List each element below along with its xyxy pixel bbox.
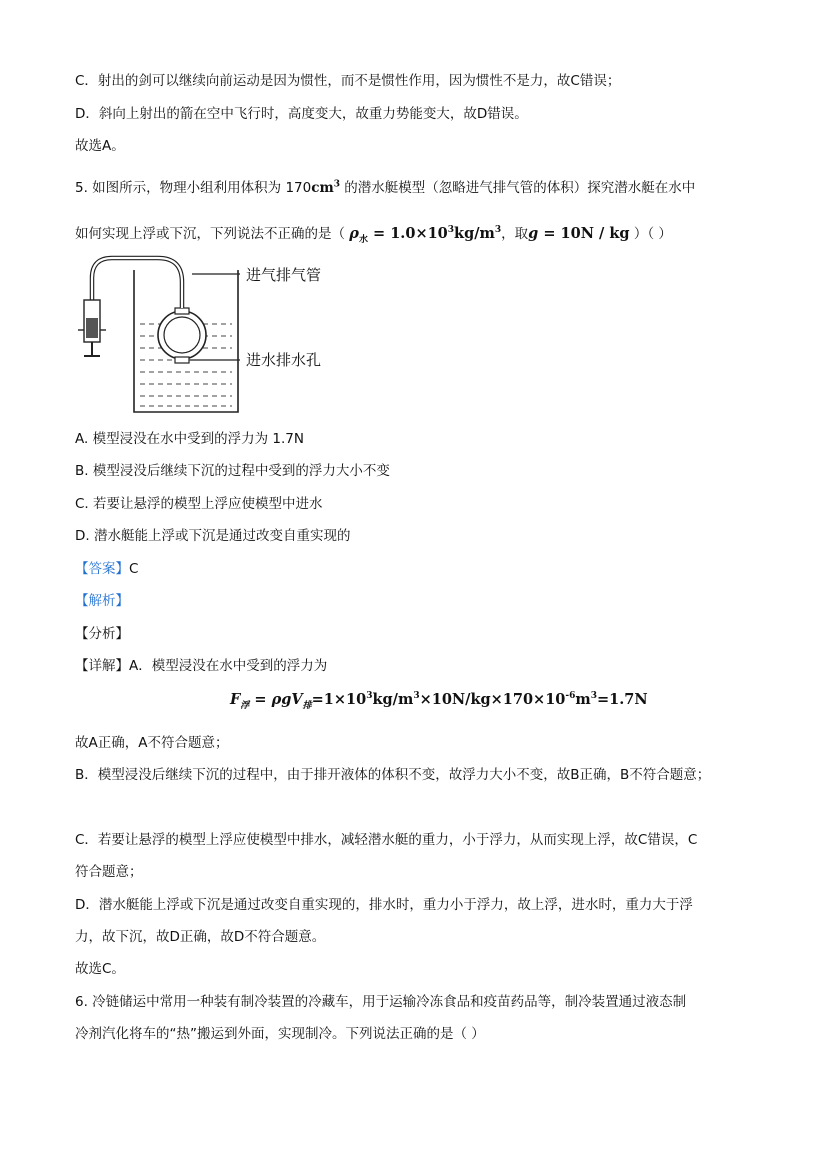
buoyancy-formula: $F_浮 = \rho gV_排=1\times 10^3kg/m^3\times 10N/kg\times 170\times 10^{-6}m^3=1.7N$ [230, 691, 648, 711]
explanation-b: B．模型浸没后继续下沉的过程中，由于排开液体的体积不变，故浮力大小不变，故B正确，B不符合题意； [75, 767, 711, 783]
explanation-d-1: D．潜水艇能上浮或下沉是通过改变自重实现的，排水时，重力小于浮力，故上浮，进水时，重力大于浮 [75, 897, 693, 913]
q5-mid: ，取 [501, 226, 529, 242]
q5-g-formula: g = 10N / kg [528, 225, 630, 242]
top-connector [175, 308, 189, 314]
label-pipe: 进气排气管 [246, 266, 322, 284]
tube-inner [92, 258, 182, 308]
syringe-plunger [86, 318, 98, 338]
select-c: 故选C。 [75, 961, 125, 977]
conclusion-a: 故A正确，A不符合题意； [75, 735, 229, 751]
option-d: D. 潜水艇能上浮或下沉是通过改变自重实现的 [75, 528, 351, 544]
fenxi-tag: 【分析】 [75, 626, 129, 642]
label-hole: 进水排水孔 [246, 351, 322, 369]
submarine-model-diagram [72, 252, 362, 420]
q5-text-a: 5. 如图所示，物理小组利用体积为 170 [75, 180, 312, 196]
q5-density-formula: $\rho_水 = 1.0\times 10^3kg/m^3$ [349, 225, 502, 245]
bottom-hole [175, 357, 189, 363]
analysis-tag: 【解析】 [75, 593, 129, 609]
explanation-c-1: C．若要让悬浮的模型上浮应使模型中排水，减轻潜水艇的重力，小于浮力，从而实现上浮，故C错误，C [75, 832, 698, 848]
option-b: B. 模型浸没后继续下沉的过程中受到的浮力大小不变 [75, 463, 390, 479]
q5-text-b: 的潜水艇模型（忽略进气排气管的体积）探究潜水艇在水中 [340, 180, 696, 196]
submarine-model-inner [164, 317, 200, 353]
tube-outer [92, 258, 182, 308]
question-6-line-1: 6. 冷链储运中常用一种装有制冷装置的冷藏车，用于运输冷冻食品和疫苗药品等，制冷装置通过液态制 [75, 994, 687, 1010]
answer-line [75, 560, 138, 578]
explanation-c-2: 符合题意； [75, 864, 143, 880]
option-c: C. 若要让悬浮的模型上浮应使模型中进水 [75, 496, 323, 512]
option-a: A. 模型浸没在水中受到的浮力为 1.7N [75, 431, 304, 447]
answer-value: C [129, 561, 139, 577]
select-line-prev: 故选A。 [75, 138, 125, 154]
explanation-line-c-prev: C．射出的剑可以继续向前运动是因为惯性，而不是惯性作用，因为惯性不是力，故C错误； [75, 73, 621, 89]
question-5-line-2 [75, 225, 672, 243]
q5-paren: ）（ ） [633, 226, 672, 242]
detail-a: 【详解】A．模型浸没在水中受到的浮力为 [75, 658, 328, 674]
q5-text-2a: 如何实现上浮或下沉，下列说法不正确的是（ [75, 226, 345, 242]
answer-tag: 【答案】 [75, 561, 129, 577]
question-5-line-1 [75, 179, 695, 197]
explanation-d-2: 力，故下沉，故D正确，故D不符合题意。 [75, 929, 326, 945]
q5-unit: $cm^3$ [311, 179, 341, 196]
explanation-line-d-prev: D．斜向上射出的箭在空中飞行时，高度变大，故重力势能变大，故D错误。 [75, 106, 528, 122]
question-6-line-2: 冷剂汽化将车的“热”搬运到外面，实现制冷。下列说法正确的是（ ） [75, 1026, 485, 1042]
